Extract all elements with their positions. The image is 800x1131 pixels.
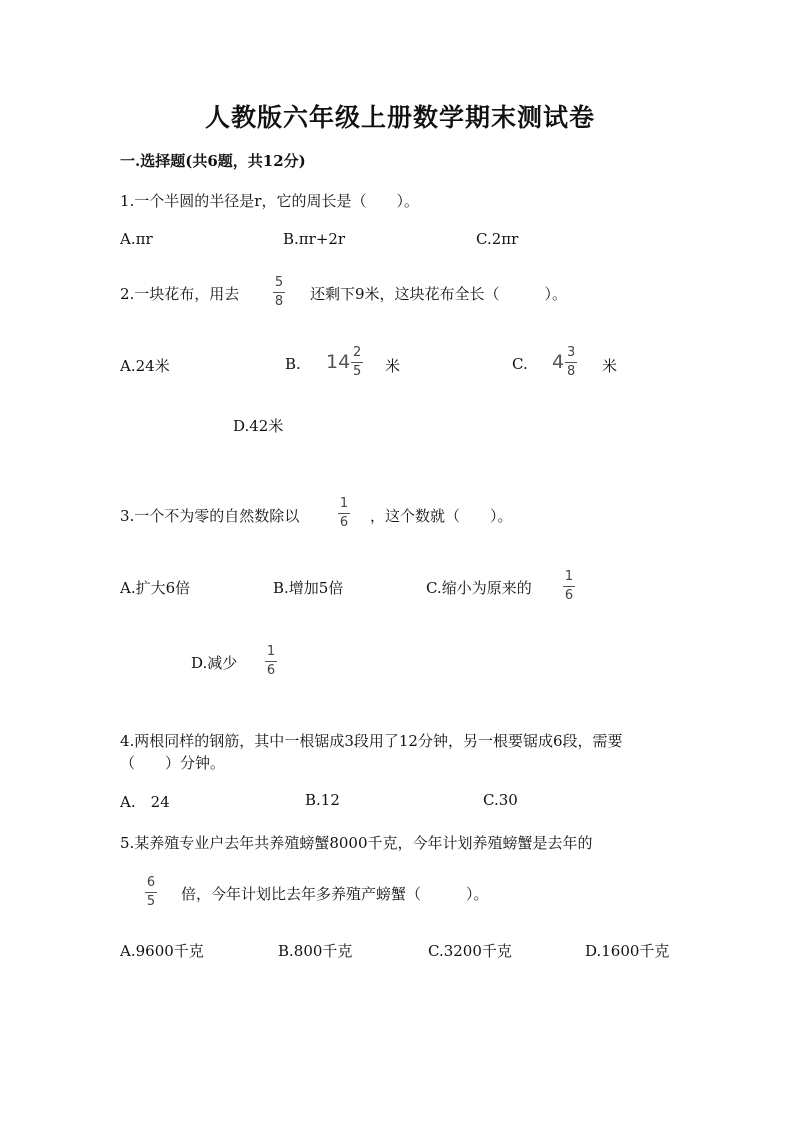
question-3-option-c-fraction	[563, 570, 575, 602]
question-5-option-d[interactable]: D.1600千克	[585, 942, 670, 960]
question-1-option-a[interactable]: A.πr	[120, 230, 153, 248]
fraction-numerator: 1	[339, 496, 349, 511]
fraction-numerator: 3	[566, 345, 576, 360]
fraction-bar	[273, 292, 285, 293]
question-4-option-b[interactable]: B.12	[305, 791, 340, 809]
mixed-whole: 4	[552, 351, 565, 374]
question-3-fraction	[338, 497, 350, 529]
question-3-option-d-fraction	[265, 645, 277, 677]
question-2-option-b-mixed-number	[326, 346, 363, 378]
question-5-fraction	[145, 876, 157, 908]
fraction-bar	[563, 586, 575, 587]
question-2-fraction	[273, 276, 285, 308]
fraction-bar	[145, 892, 157, 893]
question-4-option-c[interactable]: C.30	[483, 791, 518, 809]
question-4-stem-line-1: 4.两根同样的钢筋，其中一根锯成3段用了12分钟，另一根要锯成6段，需要	[120, 732, 623, 750]
fraction-denominator: 6	[339, 514, 349, 530]
section-heading: 一.选择题(共6题，共12分)	[120, 152, 306, 170]
fraction-denominator: 8	[274, 293, 284, 309]
question-4-stem-line-2: （ ）分钟。	[120, 754, 226, 772]
fraction-bar	[338, 513, 350, 514]
question-5-stem-line-2: 倍，今年计划比去年多养殖产螃蟹（ ）。	[181, 885, 489, 903]
question-5-stem-line-1: 5.某养殖专业户去年共养殖螃蟹8000千克，今年计划养殖螃蟹是去年的	[120, 834, 593, 852]
fraction-numerator: 1	[266, 644, 276, 659]
fraction-denominator: 5	[353, 363, 362, 379]
question-2-option-d[interactable]: D.42米	[233, 417, 284, 435]
question-2-option-b-unit: 米	[385, 357, 401, 375]
fraction-numerator: 1	[564, 569, 574, 584]
fraction-bar	[265, 661, 277, 662]
question-5-option-c[interactable]: C.3200千克	[428, 942, 512, 960]
question-2-stem-after: 还剩下9米，这块花布全长（ ）。	[310, 285, 568, 303]
question-4-option-a[interactable]: A. 24	[120, 793, 170, 811]
fraction-denominator: 6	[564, 587, 574, 603]
question-3-option-c-text[interactable]: C.缩小为原来的	[426, 579, 532, 597]
question-2-option-c-mixed-number	[552, 346, 577, 378]
fraction-bar	[351, 362, 363, 363]
fraction-numerator: 2	[353, 345, 362, 360]
question-3-stem-before: 3.一个不为零的自然数除以	[120, 507, 300, 525]
question-1-option-b[interactable]: B.πr+2r	[283, 230, 346, 248]
question-2-stem-before: 2.一块花布，用去	[120, 285, 240, 303]
fraction-denominator: 8	[566, 363, 576, 379]
question-3-option-a[interactable]: A.扩大6倍	[120, 579, 191, 597]
question-2-option-b-label[interactable]: B.	[285, 355, 301, 373]
question-5-option-b[interactable]: B.800千克	[278, 942, 353, 960]
question-5-option-a[interactable]: A.9600千克	[120, 942, 204, 960]
question-2-option-c-label[interactable]: C.	[512, 355, 528, 373]
fraction-bar	[565, 362, 577, 363]
fraction-denominator: 5	[146, 893, 156, 909]
question-2-option-c-unit: 米	[602, 357, 618, 375]
question-1-option-c[interactable]: C.2πr	[476, 230, 519, 248]
question-3-stem-after: ，这个数就（ ）。	[370, 507, 513, 525]
fraction-numerator: 5	[274, 275, 284, 290]
fraction-denominator: 6	[266, 662, 276, 678]
question-1-stem: 1.一个半圆的半径是r，它的周长是（ ）。	[120, 192, 419, 210]
question-3-option-b[interactable]: B.增加5倍	[273, 579, 344, 597]
fraction-numerator: 6	[146, 875, 156, 890]
question-3-option-d-text[interactable]: D.减少	[191, 654, 238, 672]
mixed-whole: 14	[326, 351, 351, 374]
question-2-option-a[interactable]: A.24米	[120, 357, 170, 375]
page-title: 人教版六年级上册数学期末测试卷	[204, 103, 595, 132]
